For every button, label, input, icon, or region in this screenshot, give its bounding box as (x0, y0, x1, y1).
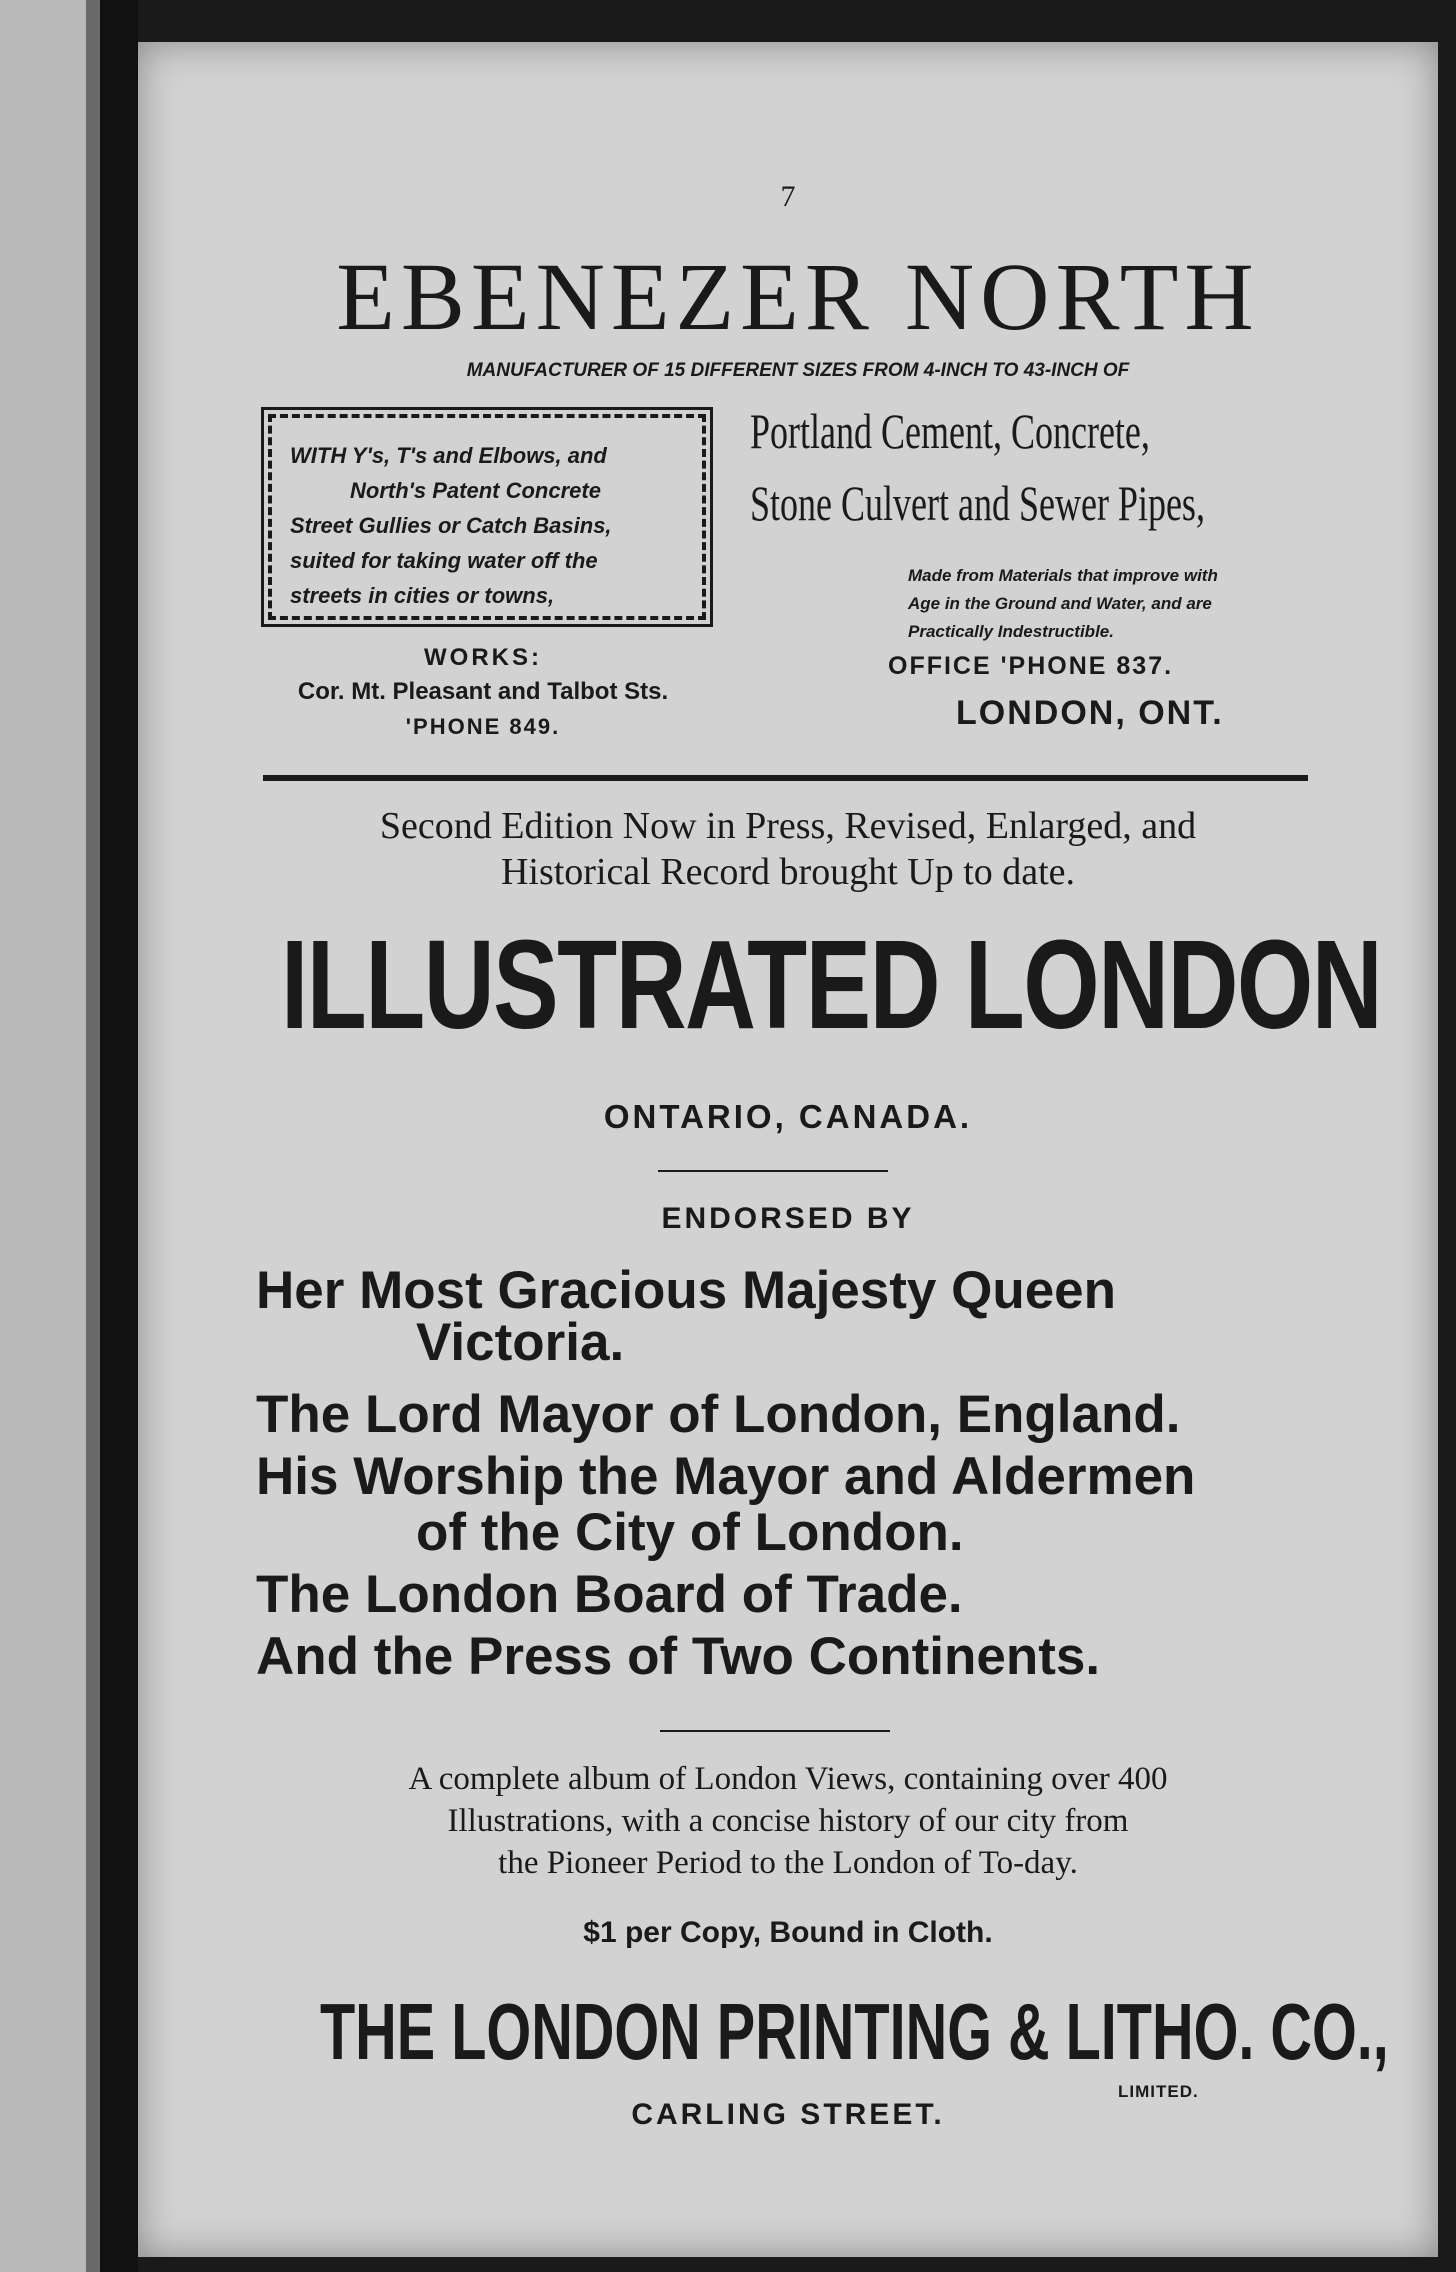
works-phone: 'PHONE 849. (405, 714, 561, 739)
product-line-2: Stone Culvert and Sewer Pipes, (750, 475, 1205, 531)
office-city: LONDON, ONT. (956, 694, 1224, 732)
works-address: Cor. Mt. Pleasant and Talbot Sts. (297, 678, 669, 705)
office-phone: OFFICE 'PHONE 837. (888, 652, 1174, 680)
album-description (238, 1758, 1338, 1884)
endorser: And the Press of Two Continents. (256, 1627, 1101, 1686)
book-subtitle: ONTARIO, CANADA. (603, 1098, 973, 1135)
page (138, 42, 1438, 2257)
short-divider (658, 1170, 888, 1172)
box-line: North's Patent Concrete (350, 478, 601, 503)
works-label: WORKS: (424, 644, 542, 671)
materials-line: Made from Materials that improve with (908, 566, 1218, 585)
box-line: suited for taking water off the (290, 548, 598, 573)
desc-line: the Pioneer Period to the London of To-day. (498, 1845, 1078, 1881)
endorser: The London Board of Trade. (256, 1565, 963, 1624)
book-title: ILLUSTRATED LONDON (281, 914, 1382, 1055)
materials-line: Practically Indestructible. (908, 622, 1114, 641)
publisher-street: CARLING STREET. (631, 2098, 945, 2131)
desc-line: A complete album of London Views, containing over 400 (408, 1761, 1168, 1797)
box-text (290, 438, 690, 613)
book-spine-shadow (100, 0, 138, 2272)
short-divider-2 (660, 1730, 890, 1732)
box-line: WITH Y's, T's and Elbows, and (290, 443, 607, 468)
facing-page-edge (0, 0, 86, 2272)
publisher-name: THE LONDON PRINTING & LITHO. CO., (319, 1987, 1389, 2076)
endorser: Her Most Gracious Majesty Queen (256, 1261, 1117, 1320)
materials-line: Age in the Ground and Water, and are (908, 594, 1212, 613)
edition-line-1: Second Edition Now in Press, Revised, Enlarged, and (379, 805, 1197, 847)
publisher-limited: LIMITED. (1118, 2082, 1199, 2101)
ad-company-name: EBENEZER NORTH (336, 243, 1260, 350)
book-gutter (86, 0, 100, 2272)
endorsed-label: ENDORSED BY (661, 1202, 915, 1235)
price: $1 per Copy, Bound in Cloth. (583, 1916, 993, 1949)
page-number: 7 (780, 180, 796, 213)
products-box (268, 414, 706, 620)
materials-text (908, 562, 1408, 646)
endorser: His Worship the Mayor and Aldermen (256, 1447, 1196, 1506)
endorsers-list (256, 1260, 1195, 1688)
product-line-1: Portland Cement, Concrete, (750, 403, 1150, 459)
box-line: streets in cities or towns, (290, 583, 555, 608)
endorser: of the City of London. (416, 1503, 964, 1562)
edition-line-2: Historical Record brought Up to date. (500, 851, 1076, 893)
ad-tagline: MANUFACTURER OF 15 DIFFERENT SIZES FROM 4-INCH TO 43-INCH OF (466, 360, 1130, 381)
desc-line: Illustrations, with a concise history of our city from (447, 1803, 1129, 1839)
section-divider (263, 775, 1308, 781)
box-line: Street Gullies or Catch Basins, (290, 513, 612, 538)
endorser: The Lord Mayor of London, England. (256, 1385, 1181, 1444)
endorser: Victoria. (416, 1313, 625, 1372)
